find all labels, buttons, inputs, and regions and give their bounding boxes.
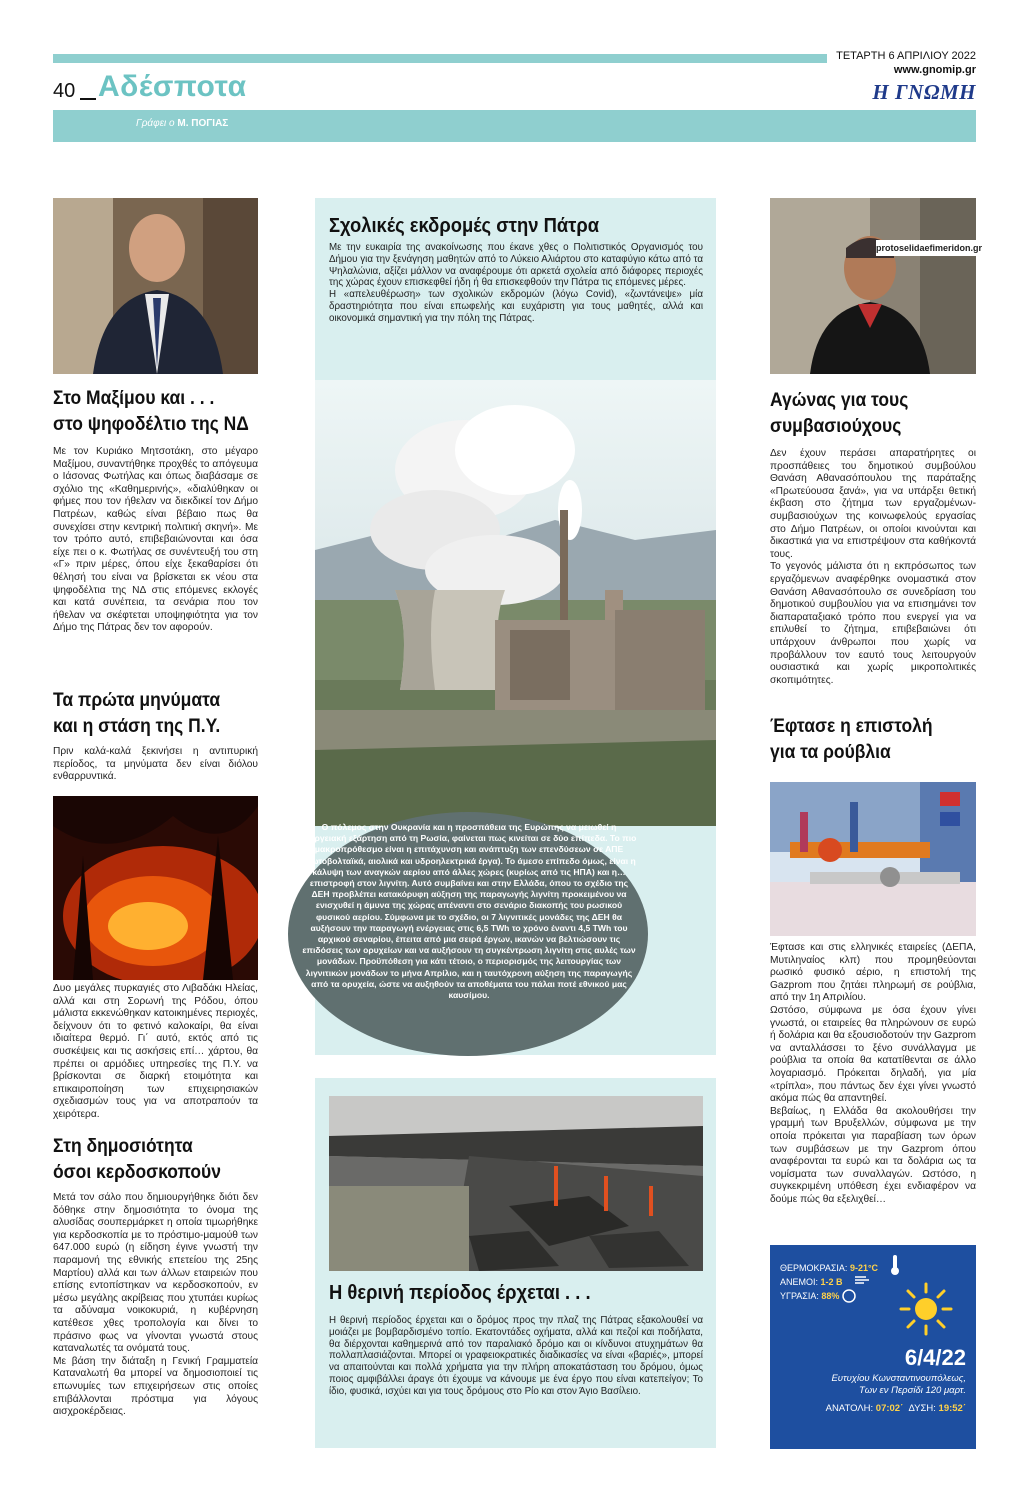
thermometer-icon	[888, 1253, 902, 1282]
article-fire-intro	[53, 746, 258, 784]
wildfire-photo	[53, 796, 258, 980]
byline-author: Μ. ΠΟΓΙΑΣ	[177, 118, 229, 129]
byline	[136, 118, 228, 129]
headline-school-trips: Σχολικές εκδρομές στην Πάτρα	[329, 215, 600, 237]
sun-times	[826, 1403, 966, 1414]
article-body: Με τον Κυριάκο Μητσοτάκη, στο μέγαρο Μαξίμου, συναντήθηκε προχθές το απόγευμα ο Ιάσονας Φωτήλας και όπως διαβάσαμε σε σχόλιο της «Καθημερινής», «διαλύθηκαν οι φήμες που τον ήθελαν να διεκδικεί τον Δήμο Πατρέων, καθώς είναι βέβαιο πως θα συνεχίσει στην κεντρική πολιτική σκηνή». Με τον τρόπο αυτό, επιβεβαιώνονται και όσα είχε πει ο κ. Φωτήλας σε συνέντευξή του στη «Γ» πριν μέρες, όπου είχε ξεκαθαρίσει ότι θέλησή του είναι να βρίσκεται εκ νέου στα ψηφοδέλτια της ΝΔ στις επόμενες εκλογές και κατά συνέπεια, τα σενάρια που τον ήθελαν να σκέφτεται υποψηφιότητα για τον Δήμο της Πάτρας δεν τον αφορούν.	[53, 446, 258, 634]
headline-contractors	[770, 388, 982, 440]
headline-line: για τα ρούβλια	[770, 742, 891, 763]
article-fire	[53, 983, 258, 1122]
article-body: Ωστόσο, σύμφωνα με όσα έχουν γίνει γνωστά, οι εταιρείες θα πληρώνουν σε ευρώ ή δολάρια και θα εξουσιοδοτούν την Gazprom να ανταλλάσσει το ξένο συνάλλαγμα με ρούβλια τα οποία θα κατατίθενται σε άλλο λογαριασμό. Πρόκειται δηλαδή, για μία «τρίπλα», που πάντως δεν έχει γίνει γνωστό ακόμα πώς θα απαντηθεί.	[770, 1004, 976, 1105]
article-body: Η θερινή περίοδος έρχεται και ο δρόμος προς την πλαζ της Πάτρας εξακολουθεί να μοιάζει με βομβαρδισμένο τοπίο. Εκατοντάδες οχήματα, αλλά και πεζοί και ποδήλατα, θα διέρχονται καθημερινά από τον παραλιακό δρόμο και οι κίνδυνοι ατυχημάτων θα πολλαπλασιάζονται. Μπορεί οι γραφειοκρατικές διαδικασίες να είναι «βαριές», μπορεί να απαιτούνται και πολλά χρήματα για την πλήρη αποκατάσταση του δρόμου, όμως ποιος αμφιβάλλει άραγε ότι έχουμε να κάνουμε με ένα έργο που είναι κατεπείγον; Το ίδιο, φυσικά, ισχύει και για τους δρόμους στο Ρίο και στον Άγιο Βασίλειο.	[329, 1315, 703, 1397]
power-plant-photo	[315, 380, 716, 826]
callout-text: Ο πόλεμος στην Ουκρανία και η προσπάθεια της Ευρώπης να μειωθεί η ενεργειακή εξάρτηση από τη Ρωσία, φαίνεται πως κινείται σε δύο επίπεδα. Το πιο μακροπρόθεσμο είναι η επιτάχυνση και ανάπτυξη των επενδύσεων σε ΑΠΕ (φωτοβολταϊκά, αιολικά και υδροηλεκτρικά έργα). Το άμεσο επίπεδο όμως, είναι η κάλυψη των αναγκών αερίου από άλλες χώρες (κυρίως από τις ΗΠΑ) και η… επιστροφή στον λιγνίτη. Αυτό συμβαίνει και στην Ελλάδα, όπου το σχέδιο της ΔΕΗ προβλέπει κατακόρυφη αύξηση της παραγωγής λιγνίτη προκειμένου να ενισχυθεί η άμυνα της χώρας απέναντι στο σενάριο διακοπής του ρωσικού φυσικού αερίου. Σύμφωνα με το σχέδιο, οι 7 λιγνιτικές μονάδες της ΔΕΗ θα αυξήσουν την παραγωγή ενέργειας στις 6,5 TWh το χρόνο έναντι 4,5 TWh του αρχικού σεναρίου, έπειτα από μια σειρά έργων, ικανών να βελτιώσουν τις επιδόσεις των ορυχείων και να αυξήσουν τη συγκέντρωση λιγνίτη στις αυλές των μονάδων. Προϋπόθεση για κάτι τέτοιο, ο περιορισμός της λειτουργίας των λιγνιτικών μονάδων το μήνα Απρίλιο, και η ταυτόχρονη αύξηση της παραγωγής από τα ορυχεία, ώστε να αυξηθούν τα αποθέματα του πάλαι ποτέ εθνικού μας καυσίμου.	[301, 822, 637, 1001]
issue-date: ΤΕΤΑΡΤΗ 6 ΑΠΡΙΛΙΟΥ 2022	[836, 50, 976, 62]
headline-line: Τα πρώτα μηνύματα	[53, 690, 221, 711]
article-body: Πριν καλά-καλά ξεκινήσει η αντιπυρική περίοδος, τα μηνύματα δεν είναι διόλου ενθαρρυντικά.	[53, 746, 258, 783]
headline-profiteers	[53, 1134, 265, 1186]
sun-icon	[898, 1281, 954, 1342]
headline-fire-messages	[53, 688, 265, 740]
name-day-line1: Ευτυχίου Κωνσταντινουπόλεως,	[831, 1373, 966, 1384]
watermark: protoselidaefimeridon.gr	[876, 240, 982, 256]
headline-line: συμβασιούχους	[770, 416, 902, 437]
byline-prefix: Γράφει ο	[136, 118, 175, 129]
headline-line: Αγώνας για τους	[770, 390, 909, 411]
article-maximou	[53, 446, 258, 635]
gas-pipeline-photo	[770, 782, 976, 936]
article-body: Δυο μεγάλες πυρκαγιές στο Λιβαδάκι Ηλείας, αλλά και στη Σορωνή της Ρόδου, όπου μάλιστα εκκενώθηκαν κατοικημένες περιοχές, δείχνουν ότι το φετινό καλοκαίρι, θα είναι ιδιαίτερα θερμό. Γι΄ αυτό, εκτός από τις συσκέψεις και τις ασκήσεις επί… χάρτου, θα πρέπει οι αρμόδιες υπηρεσίες της Π.Υ. να βρίσκονται σε διαρκή ετοιμότητα και επικαιροποίηση των επιχειρησιακών σχεδιασμών τους για να αποτραπούν τα χειρότερα.	[53, 983, 258, 1120]
article-body: Η «απελευθέρωση» των σχολικών εκδρομών (λόγω Covid), «ζωντάνεψε» μία δραστηριότητα που είναι επωφελής και ευχάριστη για τους μαθητές, αλλά και οικονομικά σημαντική για την πόλη της Πάτρας.	[329, 289, 703, 324]
headline-line: Στο Μαξίμου και . . .	[53, 388, 215, 409]
weather-date: 6/4/22	[904, 1345, 966, 1370]
page-number: 40	[53, 80, 76, 102]
article-body: Βεβαίως, η Ελλάδα θα ακολουθήσει την γραμμή των Βρυξελλών, σύμφωνα με την οποία πρόκειται για παραβίαση των όρων των συμβάσεων με την Gazprom όπου αναφέρονται τα ευρώ και τα δολάρια ως τα νομίσματα των συναλλαγών. Ωστόσο, η συγκεκριμένη υπόθεση έχει ενδιαφέρον να δούμε πώς θα εξελιχθεί…	[770, 1105, 976, 1205]
section-title: Αδέσποτα	[98, 70, 247, 103]
header-dash	[80, 98, 96, 100]
headline-line: και η στάση της Π.Υ.	[53, 716, 221, 737]
damaged-road-photo	[329, 1096, 703, 1271]
portrait-photo-left	[53, 198, 258, 374]
article-body: Έφτασε και στις ελληνικές εταιρείες (ΔΕΠΑ, Μυτιληναίος κλπ) που προμηθεύονται ρωσικό φυσικό αέριο, η επιστολή της Gazprom που ζητάει πληρωμή σε ρούβλια, από την 1η Απριλίου.	[770, 942, 976, 1004]
article-profiteers	[53, 1192, 258, 1419]
headline-maximou	[53, 386, 265, 438]
headline-line: Έφτασε η επιστολή	[770, 716, 933, 737]
article-school-trips	[329, 242, 703, 325]
humidity-value: 88%	[821, 1291, 840, 1301]
headline-line: στο ψηφοδέλτιο της ΝΔ	[53, 414, 249, 435]
wind-row	[780, 1277, 843, 1287]
temperature-row	[780, 1263, 878, 1273]
headline-line: Στη δημοσιότητα	[53, 1136, 193, 1157]
logo-text: Η ΓΝΩΜΗ	[872, 79, 976, 104]
sunrise-value: 07:02΄	[875, 1403, 904, 1414]
site-url[interactable]: www.gnomip.gr	[893, 64, 976, 76]
article-body: Το γεγονός μάλιστα ότι η εκπρόσωπος των εργαζόμενων αναφέρθηκε ονομαστικά στον Θανάση Αθανασόπουλο σε συνεδρίαση του δημοτικού συμβουλίου για να επισημάνει τον διαπαραταξιακό τρόπο που ενεργεί για να επιλυθεί το ζήτημα, επιβεβαιώνει ότι υπάρχουν άνθρωποι που χωρίς να προβάλλουν τον εαυτό τους λειτουργούν ουσιαστικά και χωρίς μικροπολιτικές σκοπιμότητες.	[770, 561, 976, 686]
article-contractors	[770, 448, 976, 687]
article-body: Μετά τον σάλο που δημιουργήθηκε διότι δεν δόθηκε στην δημοσιότητα το όνομα της αλυσίδας σουπερμάρκετ η οποία τιμωρήθηκε για κερδοσκοπία με το πρόστιμο-μαμούθ των 647.000 ευρώ (η είδηση έγινε γνωστή την παραμονή της εθνικής επετείου της 25ης Μαρτίου) αλλά και των άλλων εταιρειών που επίσης εντοπίστηκαν να κερδοσκοπούν, εν μέσω μεγάλης ακρίβειας που χτυπάει κυρίως τα αδύναμα νοικοκυριά, η κυβέρνηση κατέθεσε χθες τροπολογία και δίνει το πράσινο φως να γίνονται γνωστά στους καταναλωτές τα ονόματά τους.	[53, 1192, 258, 1355]
humidity-label: ΥΓΡΑΣΙΑ:	[780, 1291, 819, 1301]
sunrise-label: ΑΝΑΤΟΛΗ:	[825, 1403, 874, 1414]
wind-value: 1-2 Β	[820, 1277, 843, 1287]
article-rubles	[770, 942, 976, 1206]
article-body: Με βάση την διάταξη η Γενική Γραμματεία Καταναλωτή θα μπορεί να δημοσιοποιεί τις επωνυμίες των επιχειρήσεων στις οποίες επιβάλλονται πρόστιμα για λόγους αισχροκέρδειας.	[53, 1355, 258, 1418]
article-summer	[329, 1315, 703, 1398]
temperature-value: 9-21°C	[849, 1263, 879, 1273]
wind-icon	[854, 1273, 872, 1291]
humidity-icon	[842, 1289, 856, 1308]
humidity-row	[780, 1291, 839, 1301]
top-accent-bar	[53, 54, 827, 63]
article-body: Δεν έχουν περάσει απαρατήρητες οι προσπάθειες του δημοτικού συμβούλου Θανάση Αθανασόπουλου της παράταξης «Πρωτεύουσα ξανά», για να υπάρξει θετική έκβαση στο ζήτημα των εργαζομένων- συμβασιούχων της κοινωφελούς εργασίας στο Δήμο Πατρέων, οι οποίοι κινούνται και δικαστικά για να επιστρέψουν στα καθήκοντά τους.	[770, 448, 976, 560]
portrait-photo-right	[770, 198, 976, 374]
temperature-label: ΘΕΡΜΟΚΡΑΣΙΑ:	[780, 1263, 848, 1273]
sunset-value: 19:52΄	[938, 1403, 966, 1414]
newspaper-logo[interactable]	[860, 80, 976, 104]
headline-rubles	[770, 714, 982, 766]
name-day-line2: Των εν Περσίδι 120 μαρτ.	[858, 1385, 966, 1396]
sunset-label: ΔΥΣΗ:	[908, 1403, 936, 1414]
headline-line: όσοι κερδοσκοπούν	[53, 1162, 221, 1183]
weather-box	[770, 1245, 976, 1449]
headline-summer: Η θερινή περίοδος έρχεται . . .	[329, 1282, 591, 1304]
wind-label: ΑΝΕΜΟΙ:	[780, 1277, 819, 1287]
article-body: Με την ευκαιρία της ανακοίνωσης που έκανε χθες ο Πολιτιστικός Οργανισμός του Δήμου για την ξενάγηση μαθητών από το Λύκειο Αλιάρτου στο καταφύγιο κάτω από τα Ψηλαλώνια, αξίζει μάλλον να αναφέρουμε ότι αρκετά σχολεία από διάφορες περιοχές της χώρας έχουν επισκεφθεί ήδη ή θα επισκεφθούν την Πάτρα τις επόμενες μέρες.	[329, 242, 703, 289]
